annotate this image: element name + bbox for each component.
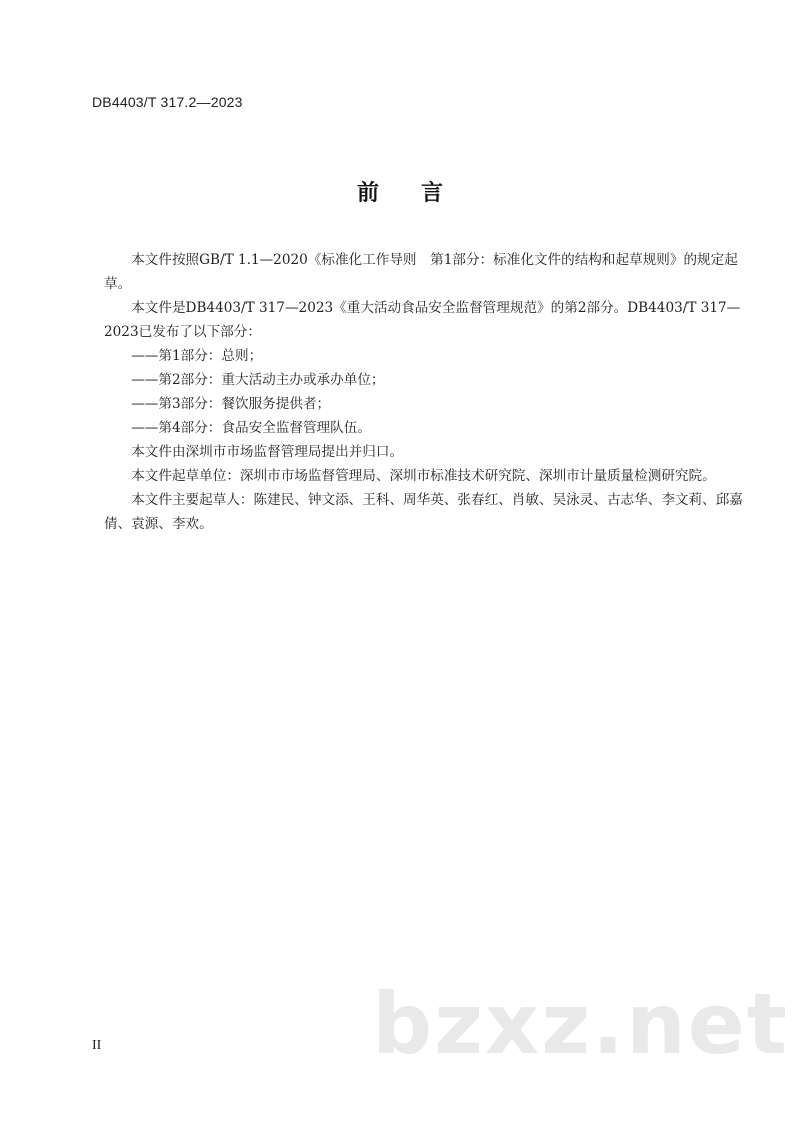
title-part-2: 言 xyxy=(421,181,444,206)
list-item-part-1: ——第1部分：总则； xyxy=(131,348,263,364)
foreword-body xyxy=(104,248,744,536)
paragraph-drafting-units: 本文件起草单位：深圳市市场监督管理局、深圳市标准技术研究院、深圳市计量质量检测研究院。 xyxy=(131,468,716,484)
paragraph-drafters: 本文件主要起草人：陈建民、钟文添、王科、周华英、张春红、肖敏、吴泳灵、古志华、李文莉、邱嘉倩、袁源、李欢。 xyxy=(104,492,743,532)
title-part-1: 前 xyxy=(356,181,379,206)
list-item-part-4: ——第4部分：食品安全监督管理队伍。 xyxy=(131,420,371,436)
paragraph-drafting-rule: 本文件按照GB/T 1.1—2020《标准化工作导则 第1部分：标准化文件的结构和起草规则》的规定起草。 xyxy=(104,252,738,292)
paragraph-part-info: 本文件是DB4403/T 317—2023《重大活动食品安全监督管理规范》的第2部分。DB4403/T 317—2023已发布了以下部分： xyxy=(104,300,741,340)
document-code: DB4403/T 317.2—2023 xyxy=(92,94,243,110)
list-item-part-2: ——第2部分：重大活动主办或承办单位； xyxy=(131,372,385,388)
page-title xyxy=(0,176,800,207)
watermark: bzxz.net xyxy=(372,975,789,1073)
page-number: II xyxy=(92,1038,102,1053)
paragraph-proposer: 本文件由深圳市市场监督管理局提出并归口。 xyxy=(131,444,404,460)
list-item-part-3: ——第3部分：餐饮服务提供者； xyxy=(131,396,331,412)
